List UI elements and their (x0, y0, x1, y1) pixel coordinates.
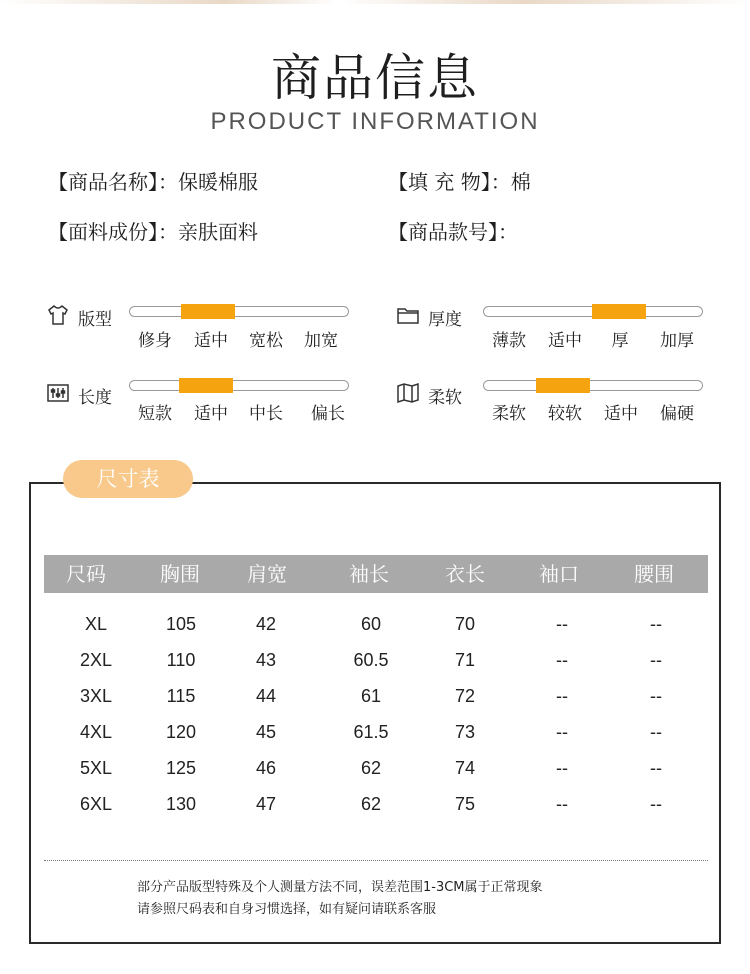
attr-length-option: 中长 (249, 404, 283, 424)
attr-softness-track (483, 380, 703, 391)
table-cell: 110 (166, 650, 196, 670)
table-cell: 71 (454, 650, 476, 670)
size-table-header (44, 555, 708, 593)
table-cell: 3XL (79, 686, 113, 706)
attr-thickness-option: 薄款 (492, 331, 526, 351)
attr-thickness-indicator (592, 304, 646, 319)
page-subtitle: PRODUCT INFORMATION (210, 108, 540, 135)
table-cell: -- (650, 794, 662, 814)
table-cell: 6XL (79, 794, 113, 814)
attr-softness-indicator (536, 378, 590, 393)
column-header: 尺码 (66, 562, 106, 586)
attr-softness-option: 柔软 (492, 404, 526, 424)
table-cell: 61 (360, 686, 382, 706)
size-table-tag: 尺寸表 (63, 460, 193, 498)
attr-length-option: 适中 (194, 404, 228, 424)
map-fold-icon (396, 381, 420, 410)
attr-softness-option: 偏硬 (660, 404, 694, 424)
table-cell: 2XL (79, 650, 113, 670)
table-cell: -- (650, 614, 662, 634)
column-header: 衣长 (445, 562, 485, 586)
attr-softness-option: 较软 (548, 404, 582, 424)
equalizer-icon (46, 381, 70, 410)
attr-thickness-option: 厚 (611, 331, 629, 351)
attr-thickness-option: 适中 (548, 331, 582, 351)
column-header: 袖口 (539, 562, 579, 586)
table-cell: 42 (255, 614, 277, 634)
top-decor-line (0, 0, 750, 4)
table-cell: -- (556, 650, 568, 670)
table-cell: -- (556, 758, 568, 778)
attr-fit-option: 适中 (194, 331, 228, 351)
table-cell: -- (556, 686, 568, 706)
attr-length-indicator (179, 378, 233, 393)
table-cell: 43 (255, 650, 277, 670)
attr-fit-track (129, 306, 349, 317)
info-product-name: 【商品名称】：保暖棉服 (48, 170, 258, 194)
table-cell: 120 (165, 722, 197, 742)
table-cell: 72 (454, 686, 476, 706)
attr-thickness-track (483, 306, 703, 317)
attr-fit-option: 宽松 (249, 331, 283, 351)
table-cell: 73 (454, 722, 476, 742)
table-cell: 45 (255, 722, 277, 742)
attr-length-option: 短款 (138, 404, 172, 424)
column-header: 袖长 (349, 562, 389, 586)
table-cell: 70 (454, 614, 476, 634)
attr-fit-option: 修身 (138, 331, 172, 351)
attr-softness-option: 适中 (604, 404, 638, 424)
attr-fit-option: 加宽 (304, 331, 338, 351)
table-cell: 47 (255, 794, 277, 814)
table-cell: 75 (454, 794, 476, 814)
size-note: 请参照尺码表和自身习惯选择，如有疑问请联系客服 (137, 902, 437, 917)
table-cell: 60.5 (353, 650, 389, 670)
table-cell: -- (556, 614, 568, 634)
attr-length-track (129, 380, 349, 391)
table-cell: 44 (255, 686, 277, 706)
table-cell: 60 (360, 614, 382, 634)
info-fabric: 【面料成份】：亲肤面料 (48, 220, 258, 244)
table-cell: 61.5 (353, 722, 389, 742)
info-filling: 【填 充 物】：棉 (388, 170, 531, 194)
attr-fit-label: 版型 (46, 303, 112, 332)
attr-length-option: 偏长 (311, 404, 345, 424)
folder-icon (396, 303, 420, 332)
table-cell: 62 (360, 794, 382, 814)
table-cell: 4XL (79, 722, 113, 742)
table-cell: 130 (165, 794, 197, 814)
table-cell: 125 (165, 758, 197, 778)
table-cell: 115 (166, 686, 196, 706)
attr-length-label: 长度 (46, 381, 112, 410)
table-cell: -- (556, 794, 568, 814)
column-header: 胸围 (160, 562, 200, 586)
column-header: 肩宽 (247, 562, 287, 586)
table-cell: 62 (360, 758, 382, 778)
table-cell: -- (650, 722, 662, 742)
table-cell: -- (556, 722, 568, 742)
table-cell: 74 (454, 758, 476, 778)
tshirt-icon (46, 303, 70, 332)
column-header: 腰围 (634, 562, 674, 586)
table-cell: XL (84, 614, 108, 634)
size-table-frame (29, 482, 721, 944)
table-cell: 5XL (79, 758, 113, 778)
info-style-number: 【商品款号】： (388, 220, 518, 244)
page-title: 商品信息 (271, 49, 479, 107)
table-cell: 105 (165, 614, 197, 634)
table-cell: -- (650, 686, 662, 706)
attr-fit-indicator (181, 304, 235, 319)
divider (44, 860, 708, 861)
attr-thickness-option: 加厚 (660, 331, 694, 351)
attr-softness-label: 柔软 (396, 381, 462, 410)
attr-thickness-label: 厚度 (396, 303, 462, 332)
table-cell: 46 (255, 758, 277, 778)
size-note: 部分产品版型特殊及个人测量方法不同，误差范围1-3CM属于正常现象 (137, 880, 543, 895)
table-cell: -- (650, 650, 662, 670)
table-cell: -- (650, 758, 662, 778)
